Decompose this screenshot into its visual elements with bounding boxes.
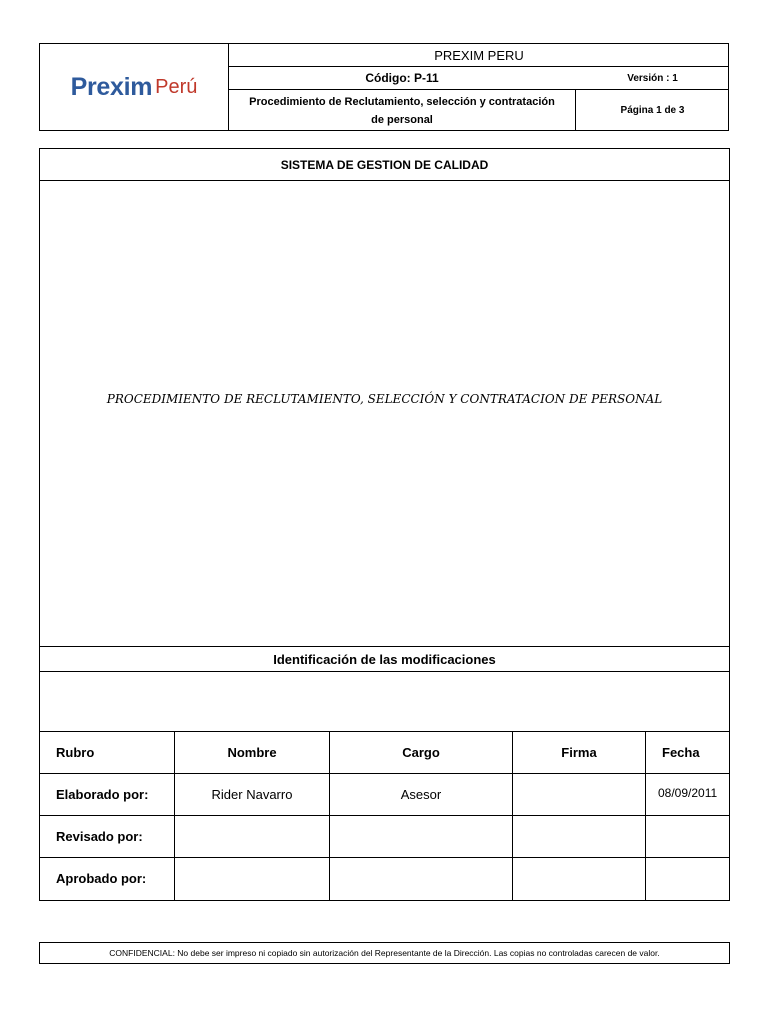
document-code: Código: P-11 [365,71,439,85]
table-header-fecha: Fecha [662,745,700,760]
row-elaborado-name: Rider Navarro [211,787,293,802]
row-elaborado-cargo: Asesor [400,787,442,802]
main-divider-3 [39,671,730,672]
table-header-nombre: Nombre [227,745,277,760]
document-title [229,90,575,131]
company-logo [39,43,229,131]
company-name: PREXIM PERU [434,47,524,63]
row-revisado-label: Revisado por: [56,829,143,844]
document-version: Versión : 1 [627,72,678,84]
logo-sub-text: Perú [155,75,198,98]
page-number: Página 1 de 3 [620,105,685,116]
table-header-rubro: Rubro [56,745,95,760]
row-elaborado-firma [513,774,645,815]
document-title-line2: de personal [371,113,433,126]
procedure-title: PROCEDIMIENTO DE RECLUTAMIENTO, SELECCIÓN Y CONTRATACION DE PERSONAL [106,392,663,406]
table-header-firma: Firma [561,745,597,760]
table-row-line-2 [39,815,730,816]
table-header-cargo: Cargo [402,745,440,760]
row-aprobado-label: Aprobado por: [56,871,147,886]
system-title: SISTEMA DE GESTION DE CALIDAD [280,157,489,172]
logo-main-text: Prexim [70,72,153,101]
confidential-footer: CONFIDENCIAL: No debe ser impreso ni copiado sin autorización del Representante de la Dirección. Las copias no controladas carecen de valor. [39,942,730,964]
table-row-line-3 [39,857,730,858]
row-elaborado-date: 08/09/2011 [658,786,718,800]
main-divider-1 [39,180,730,181]
row-elaborado-label: Elaborado por: [56,787,149,802]
modifications-title: Identificación de las modificaciones [273,651,496,667]
table-col-line-4 [645,731,646,901]
document-title-line1: Procedimiento de Reclutamiento, selección y contratación [249,95,555,108]
